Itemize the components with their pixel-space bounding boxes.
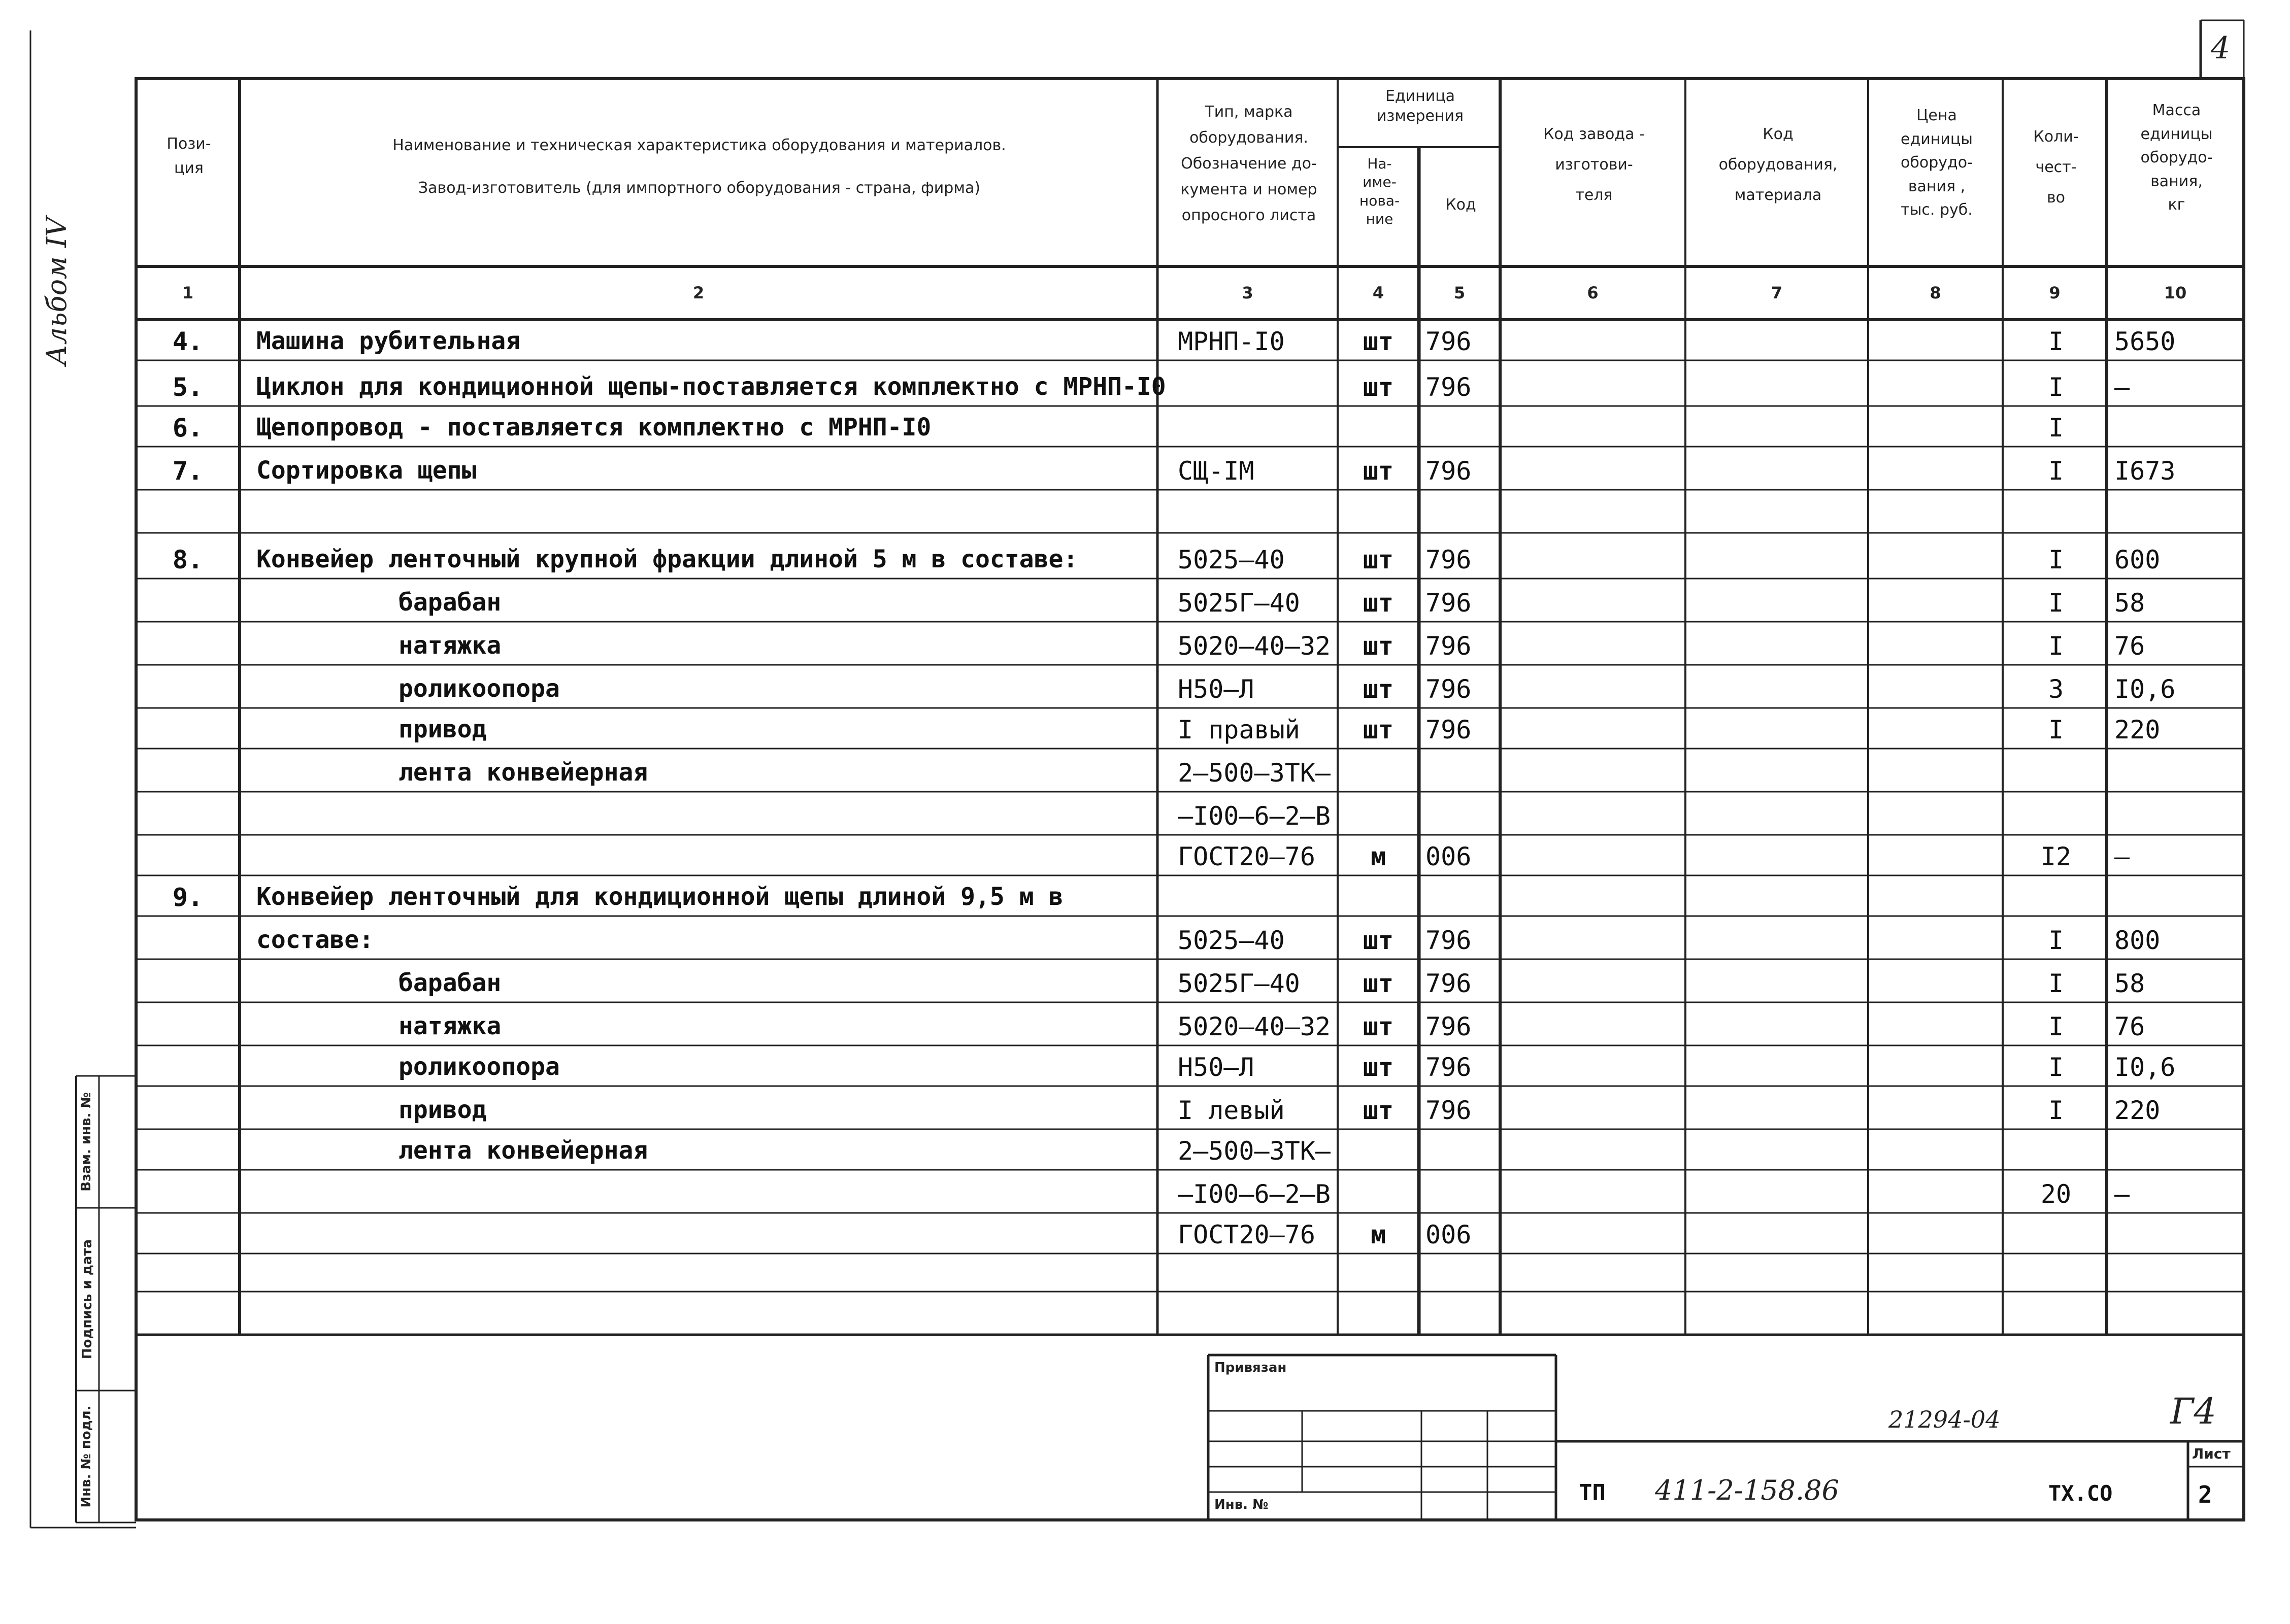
side-stamp-inv-podl: Инв. № подл. xyxy=(79,1405,94,1508)
row-qty: I xyxy=(2048,631,2064,661)
row-type: МРНП-I0 xyxy=(1178,327,1285,356)
row-unit: м xyxy=(1370,1220,1386,1249)
row-mass: – xyxy=(2114,1179,2130,1209)
row-pos: 6. xyxy=(172,413,204,443)
col-number-8: 8 xyxy=(1930,283,1941,302)
row-unit: шт xyxy=(1363,545,1394,574)
row-type: Н50–Л xyxy=(1178,1053,1254,1082)
row-name: барабан xyxy=(399,588,502,617)
row-type: –I00–6–2–В xyxy=(1178,1179,1331,1209)
row-type: –I00–6–2–В xyxy=(1178,801,1331,831)
row-mass: 76 xyxy=(2114,631,2145,661)
row-mass: 800 xyxy=(2114,926,2161,955)
header-equipment-code: Код оборудования, материала xyxy=(1718,125,1838,204)
row-type: 5025–40 xyxy=(1178,545,1285,574)
row-mass: 76 xyxy=(2114,1012,2145,1041)
col-number-4: 4 xyxy=(1372,283,1384,302)
row-code: 796 xyxy=(1425,926,1472,955)
row-mass: 220 xyxy=(2114,1096,2161,1125)
row-name: Циклон для кондиционной щепы-поставляется комплектно с МРНП-I0 xyxy=(256,373,1166,401)
row-type: 5020–40–32 xyxy=(1178,631,1331,661)
row-pos: 7. xyxy=(172,456,204,486)
row-unit: шт xyxy=(1363,1096,1394,1125)
header-price: Цена единицы оборудо- вания , тыс. руб. xyxy=(1901,107,1973,219)
row-code: 796 xyxy=(1425,674,1472,704)
row-name: лента конвейерная xyxy=(399,758,648,787)
header-unit: Единица измерения xyxy=(1376,87,1464,125)
row-code: 796 xyxy=(1425,631,1472,661)
stamp-tp-label: ТП xyxy=(1579,1480,1606,1506)
row-mass: 58 xyxy=(2114,588,2145,618)
side-stamp-vzam-inv: Взам. инв. № xyxy=(79,1092,94,1192)
sheet-corner-number: 4 xyxy=(2211,30,2231,66)
row-unit: шт xyxy=(1363,969,1394,998)
side-stamp-signature-date: Подпись и дата xyxy=(80,1239,95,1360)
row-mass: I673 xyxy=(2114,456,2176,486)
stamp-tx-code: ТХ.СО xyxy=(2048,1481,2113,1506)
row-qty: 20 xyxy=(2040,1179,2072,1209)
row-mass: I0,6 xyxy=(2114,1053,2176,1082)
row-unit: шт xyxy=(1363,674,1394,704)
row-qty: I2 xyxy=(2040,842,2072,871)
row-type: 5025–40 xyxy=(1178,926,1285,955)
row-qty: I xyxy=(2048,1012,2064,1041)
row-code: 796 xyxy=(1425,588,1472,618)
row-qty: I xyxy=(2048,545,2064,574)
row-type: 5025Г–40 xyxy=(1178,588,1300,618)
col-number-3: 3 xyxy=(1242,283,1253,302)
row-type: I левый xyxy=(1178,1096,1285,1125)
row-code: 796 xyxy=(1425,545,1472,574)
row-code: 796 xyxy=(1425,1096,1472,1125)
col-number-10: 10 xyxy=(2164,283,2187,302)
stamp-list-label: Лист xyxy=(2192,1445,2231,1462)
row-unit: шт xyxy=(1363,631,1394,661)
row-name: барабан xyxy=(399,969,502,997)
row-code: 796 xyxy=(1425,969,1472,998)
row-name: лента конвейерная xyxy=(399,1136,648,1165)
col-number-9: 9 xyxy=(2049,283,2061,302)
row-qty: I xyxy=(2048,1096,2064,1125)
row-name: Щепопровод - поставляется комплектно с МРНП-I0 xyxy=(256,413,932,442)
row-qty: I xyxy=(2048,926,2064,955)
header-unit-code: Код xyxy=(1445,196,1476,214)
header-type: Тип, марка оборудования. Обозначение до- кумента и номер опросного листа xyxy=(1180,103,1317,224)
row-name: привод xyxy=(399,715,487,743)
col-number-7: 7 xyxy=(1771,283,1783,302)
row-type: ГОСТ20–76 xyxy=(1178,842,1315,871)
header-position: Пози- ция xyxy=(167,135,211,177)
row-qty: I xyxy=(2048,327,2064,356)
header-name: Наименование и техническая характеристика оборудования и материалов. Завод-изготовитель (для импортного оборудования - страна, фирма) xyxy=(392,137,1006,197)
row-code: 796 xyxy=(1425,373,1472,402)
col-number-2: 2 xyxy=(692,283,705,302)
row-pos: 8. xyxy=(172,545,204,574)
row-code: 796 xyxy=(1425,1012,1472,1041)
row-mass: – xyxy=(2114,373,2130,402)
row-mass: – xyxy=(2114,842,2130,871)
row-code: 796 xyxy=(1425,327,1472,356)
row-type: ГОСТ20–76 xyxy=(1178,1220,1315,1249)
row-type: 5025Г–40 xyxy=(1178,969,1300,998)
row-mass: 600 xyxy=(2114,545,2161,574)
row-qty: I xyxy=(2048,969,2064,998)
row-unit: шт xyxy=(1363,715,1394,745)
row-unit: шт xyxy=(1363,926,1394,955)
row-mass: 220 xyxy=(2114,715,2161,745)
col-number-6: 6 xyxy=(1587,283,1599,302)
row-name: Конвейер ленточный для кондиционной щепы длиной 9,5 м в xyxy=(256,883,1064,911)
row-code: 006 xyxy=(1425,842,1472,871)
header-mass: Масса единицы оборудо- вания, кг xyxy=(2140,101,2213,214)
header-plant-code: Код завода - изготови- теля xyxy=(1543,125,1645,204)
stamp-list-value: 2 xyxy=(2198,1481,2212,1508)
header-unit-name: На- име- нова- ние xyxy=(1359,155,1400,228)
row-code: 006 xyxy=(1425,1220,1472,1249)
row-name: Конвейер ленточный крупной фракции длиной 5 м в составе: xyxy=(256,545,1078,573)
row-type: 2–500–3ТК– xyxy=(1178,758,1331,788)
row-name: Сортировка щепы xyxy=(256,456,477,485)
stamp-mark: Г4 xyxy=(2170,1391,2216,1432)
row-pos: 9. xyxy=(172,883,204,912)
row-mass: 5650 xyxy=(2114,327,2176,356)
row-name: натяжка xyxy=(399,631,502,660)
row-qty: I xyxy=(2048,456,2064,486)
row-qty: I xyxy=(2048,1053,2064,1082)
stamp-tp-code: 411-2-158.86 xyxy=(1655,1474,1839,1506)
stamp-doc-number: 21294-04 xyxy=(1888,1406,2001,1433)
row-name: привод xyxy=(399,1096,487,1124)
row-name: составе: xyxy=(256,926,374,954)
row-qty: I xyxy=(2048,588,2064,618)
stamp-inv-no: Инв. № xyxy=(1214,1497,1269,1512)
row-qty: 3 xyxy=(2048,674,2064,704)
row-mass: 58 xyxy=(2114,969,2145,998)
row-type: I правый xyxy=(1178,715,1300,745)
col-number-1: 1 xyxy=(182,283,194,302)
row-unit: м xyxy=(1370,842,1386,871)
row-code: 796 xyxy=(1425,1053,1472,1082)
row-pos: 5. xyxy=(172,373,204,402)
row-pos: 4. xyxy=(172,327,204,356)
col-number-5: 5 xyxy=(1453,283,1466,302)
header-quantity: Коли- чест- во xyxy=(2033,128,2079,207)
row-type: 2–500–3ТК– xyxy=(1178,1136,1331,1166)
row-qty: I xyxy=(2048,413,2064,443)
row-code: 796 xyxy=(1425,715,1472,745)
stamp-privyazan: Привязан xyxy=(1214,1360,1287,1375)
row-type: Н50–Л xyxy=(1178,674,1254,704)
row-type: 5020–40–32 xyxy=(1178,1012,1331,1041)
row-name: Машина рубительная xyxy=(256,327,521,355)
row-unit: шт xyxy=(1363,456,1394,486)
row-name: роликоопора xyxy=(399,1053,560,1081)
row-unit: шт xyxy=(1363,373,1394,402)
album-label: Альбом IV xyxy=(41,217,73,365)
row-type: СЩ-IМ xyxy=(1178,456,1254,486)
row-unit: шт xyxy=(1363,1012,1394,1041)
row-qty: I xyxy=(2048,373,2064,402)
row-qty: I xyxy=(2048,715,2064,745)
row-mass: I0,6 xyxy=(2114,674,2176,704)
row-unit: шт xyxy=(1363,588,1394,618)
row-unit: шт xyxy=(1363,1053,1394,1082)
row-name: натяжка xyxy=(399,1012,502,1040)
row-unit: шт xyxy=(1363,327,1394,356)
row-code: 796 xyxy=(1425,456,1472,486)
row-name: роликоопора xyxy=(399,674,560,703)
